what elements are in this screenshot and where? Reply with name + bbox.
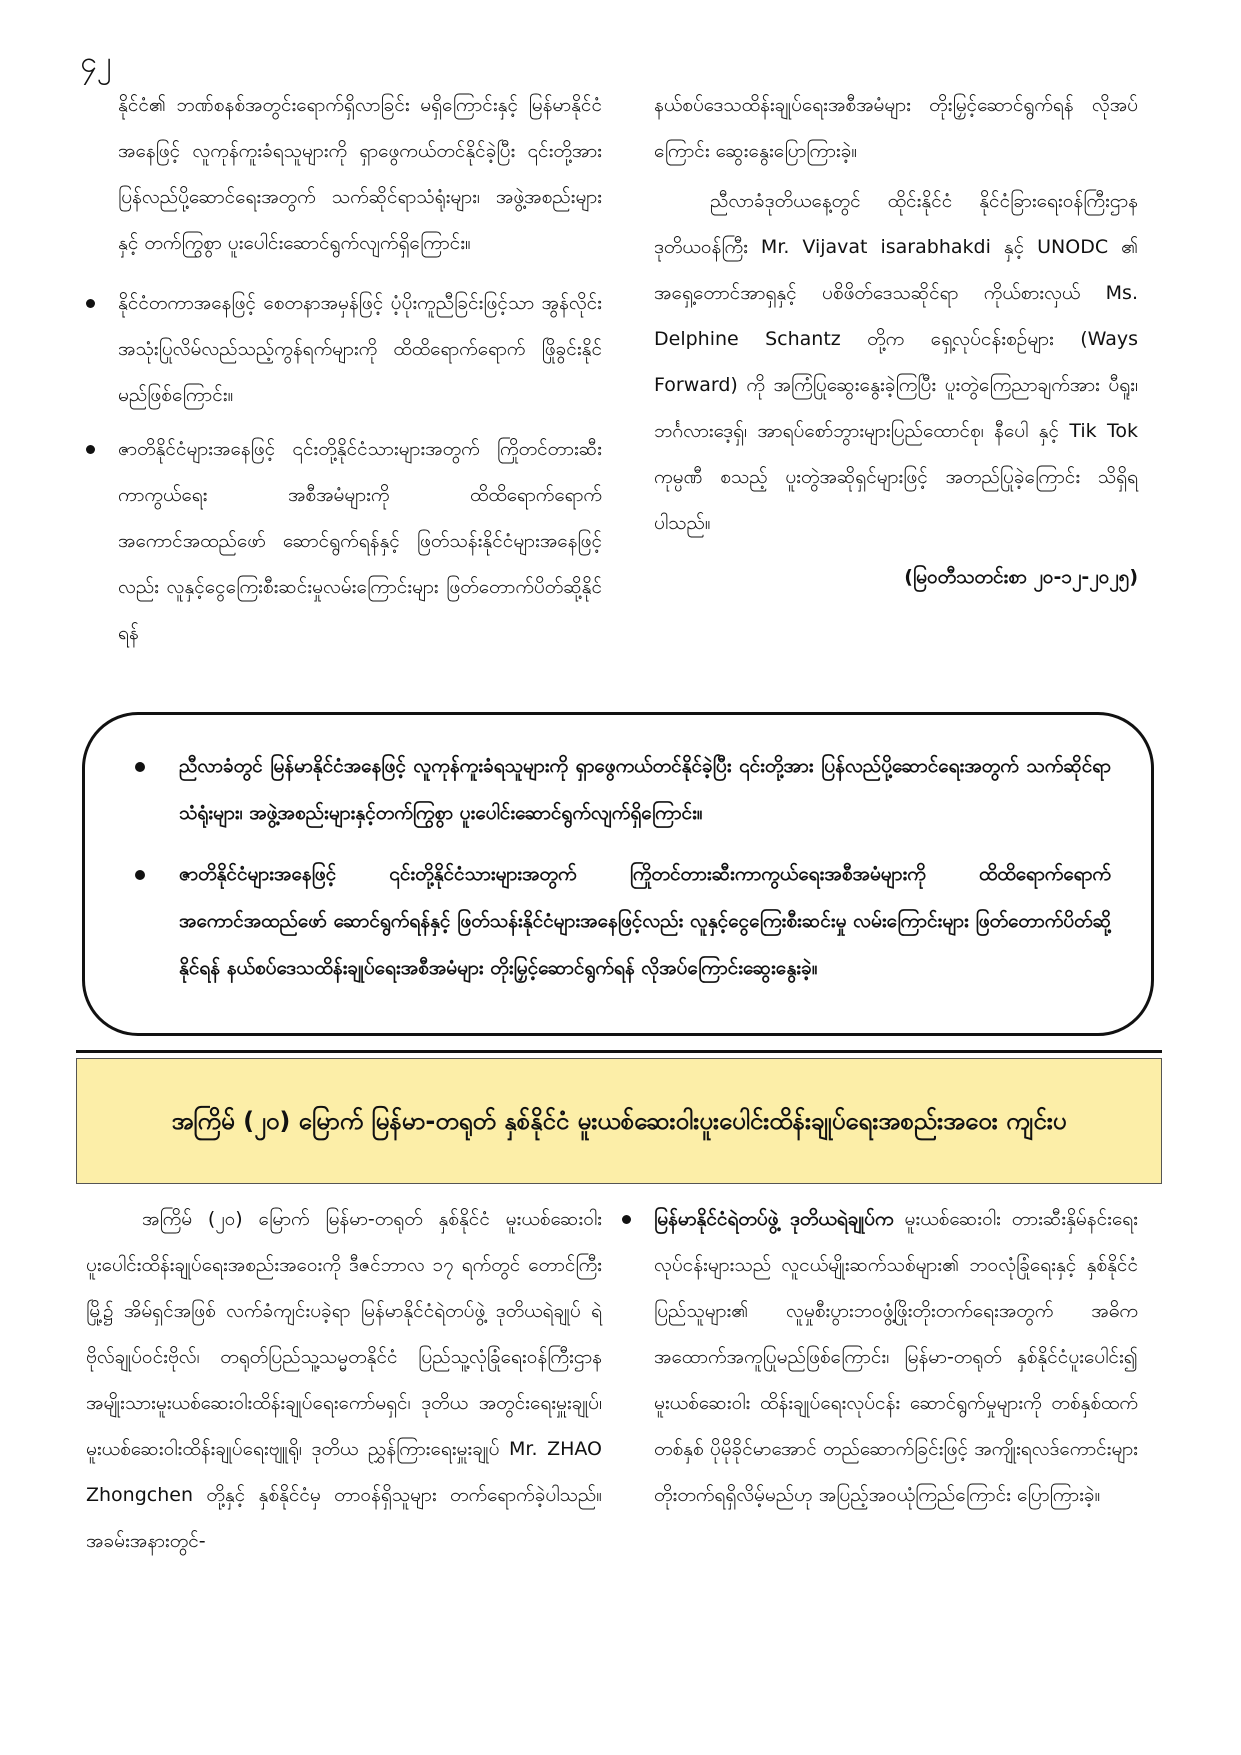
summary-list — [85, 715, 1151, 992]
intro-paragraph: နိုင်ငံ၏ ဘဏ်စနစ်အတွင်းရောက်ရှိလာခြင်း မရှိကြောင်းနှင့် မြန်မာနိုင်ငံအနေဖြင့် လူကုန်ကူးခံရသူများကို ရှာဖွေကယ်တင်နိုင်ခဲ့ပြီး ၎င်းတို့အား ပြန်လည်ပို့ဆောင်ရေးအတွက် သက်ဆိုင်ရာသံရုံးများ၊ အဖွဲ့အစည်းများနှင့် တက်ကြွစွာ ပူးပေါင်းဆောင်ရွက်လျက်ရှိကြောင်း။ — [118, 94, 602, 254]
bullet-icon — [622, 1215, 631, 1224]
speaker-lead: မြန်မာနိုင်ငံရဲတပ်ဖွဲ့ ဒုတိယရဲချုပ်က — [654, 1208, 894, 1230]
headline: အကြိမ် (၂၀) မြောက် မြန်မာ-တရုတ် နှစ်နိုင်ငံ မူးယစ်ဆေးဝါးပူးပေါင်းထိန်းချုပ်ရေးအစည်းအဝေး ကျင်းပ — [171, 1107, 1067, 1135]
section-divider — [76, 1050, 1162, 1053]
list-item: ဇာတိနိုင်ငံများအနေဖြင့် ၎င်းတို့နိုင်ငံသားများအတွက် ကြိုတင်တားဆီးကာကွယ်ရေး အစီအမံများကို ထိထိရောက်ရောက် အကောင်အထည်ဖော် ဆောင်ရွက်ရန်နှင့် ဖြတ်သန်းနိုင်ငံများအနေဖြင့်လည်း လူနှင့်ငွေကြေးစီးဆင်းမှုလမ်းကြောင်းများ ဖြတ်တောက်ပိတ်ဆို့နိုင်ရန် — [82, 426, 602, 656]
summary-item: ညီလာခံတွင် မြန်မာနိုင်ငံအနေဖြင့် လူကုန်ကူးခံရသူများကို ရှာဖွေကယ်တင်နိုင်ခဲ့ပြီး ၎င်းတို့အား ပြန်လည်ပို့ဆောင်ရေးအတွက် သက်ဆိုင်ရာသံရုံးများ၊ အဖွဲ့အစည်းများနှင့်တက်ကြွစွာ ပူးပေါင်းဆောင်ရွက်လျက်ရှိကြောင်း။ — [135, 743, 1111, 837]
page-number: ၄၂ — [80, 45, 112, 80]
bullet-icon — [135, 870, 145, 880]
bottom-right-bullets — [618, 1196, 1138, 1518]
continuation-paragraph: နယ်စပ်ဒေသထိန်းချုပ်ရေးအစီအမံများ တိုးမြှင့်ဆောင်ရွက်ရန် လိုအပ်ကြောင်း ဆွေးနွေးပြောကြားခဲ့။ — [654, 94, 1138, 162]
meeting-paragraph: အကြိမ် (၂၀) မြောက် မြန်မာ-တရုတ် နှစ်နိုင်ငံ မူးယစ်ဆေးဝါးပူးပေါင်းထိန်းချုပ်ရေးအစည်းအဝေးကို ဒီဇင်ဘာလ ၁၇ ရက်တွင် တောင်ကြီးမြို့၌ အိမ်ရှင်အဖြစ် လက်ခံကျင်းပခဲ့ရာ မြန်မာနိုင်ငံရဲတပ်ဖွဲ့ ဒုတိယရဲချုပ် ရဲဗိုလ်ချုပ်ဝင်းဗိုလ်၊ တရုတ်ပြည်သူ့သမ္မတနိုင်ငံ ပြည်သူ့လုံခြုံရေးဝန်ကြီးဌာန အမျိုးသားမူးယစ်ဆေးဝါးထိန်းချုပ်ရေးကော်မရှင်၊ ဒုတိယ အတွင်းရေးမှူးချုပ်၊ မူးယစ်ဆေးဝါးထိန်းချုပ်ရေးဗျူရို၊ ဒုတိယ ညွှန်ကြားရေးမှူးချုပ် Mr. ZHAO Zhongchen တို့နှင့် နှစ်နိုင်ငံမှ တာဝန်ရှိသူများ တက်ရောက်ခဲ့ပါသည်။ အခမ်းအနားတွင်- — [86, 1208, 602, 1552]
speech-text: မူးယစ်ဆေးဝါး တားဆီးနှိမ်နင်းရေးလုပ်ငန်းများသည် လူငယ်မျိုးဆက်သစ်များ၏ ဘဝလုံခြုံရေးနှင့် နှစ်နိုင်ငံပြည်သူများ၏ လူမှုစီးပွားဘဝဖွံ့ဖြိုးတိုးတက်ရေးအတွက် အဓိကအထောက်အကူပြုမည်ဖြစ်ကြောင်း၊ မြန်မာ-တရုတ် နှစ်နိုင်ငံပူးပေါင်း၍ မူးယစ်ဆေးဝါး ထိန်းချုပ်ရေးလုပ်ငန်း ဆောင်ရွက်မှုများကို တစ်နှစ်ထက်တစ်နှစ် ပိုမိုခိုင်မာအောင် တည်ဆောက်ခြင်းဖြင့် အကျိုးရလဒ်ကောင်းများ တိုးတက်ရရှိလိမ့်မည်ဟု အပြည့်အဝယုံကြည်ကြောင်း ပြောကြားခဲ့။ — [654, 1208, 1139, 1506]
headline-box — [76, 1058, 1162, 1184]
bottom-right-column — [654, 1196, 1138, 1526]
top-right-column — [654, 82, 1138, 600]
bullet-icon — [86, 445, 95, 454]
summary-item: ဇာတိနိုင်ငံများအနေဖြင့် ၎င်းတို့နိုင်ငံသားများအတွက် ကြိုတင်တားဆီးကာကွယ်ရေးအစီအမံများကို ထိထိရောက်ရောက် အကောင်အထည်ဖော် ဆောင်ရွက်ရန်နှင့် ဖြတ်သန်းနိုင်ငံများအနေဖြင့်လည်း လူနှင့်ငွေကြေးစီးဆင်းမှု လမ်းကြောင်းများ ဖြတ်တောက်ပိတ်ဆို့နိုင်ရန် နယ်စပ်ဒေသထိန်းချုပ်ရေးအစီအမံများ တိုးမြှင့်ဆောင်ရွက်ရန် လိုအပ်ကြောင်းဆွေးနွေးခဲ့။ — [135, 851, 1111, 992]
conference-day-two-paragraph: ညီလာခံဒုတိယနေ့တွင် ထိုင်းနိုင်ငံ နိုင်ငံခြားရေးဝန်ကြီးဌာန ဒုတိယဝန်ကြီး Mr. Vijavat isarabhakdi နှင့် UNODC ၏ အရှေ့တောင်အာရှနှင့် ပစိဖိတ်ဒေသဆိုင်ရာ ကိုယ်စားလှယ် Ms. Delphine Schantz တို့က ရှေ့လုပ်ငန်းစဉ်များ (Ways Forward) ကို အကြံပြုဆွေးနွေးခဲ့ကြပြီး ပူးတွဲကြေညာချက်အား ပီရူး၊ ဘင်္ဂလားဒေ့ရှ်၊ အာရပ်စော်ဘွားများပြည်ထောင်စု၊ နီပေါ နှင့် Tik Tok ကုမ္ပဏီ စသည့် ပူးတွဲအဆိုရှင်များဖြင့် အတည်ပြုခဲ့ကြောင်း သိရှိရပါသည်။ — [654, 190, 1138, 534]
bottom-left-column — [86, 1196, 602, 1564]
source-citation: (မြဝတီသတင်းစာ ၂၀-၁၂-၂၀၂၅) — [904, 566, 1138, 588]
bullet-icon — [135, 762, 145, 772]
top-left-column — [118, 82, 602, 664]
list-item — [618, 1196, 1138, 1518]
bullet-icon — [86, 299, 95, 308]
summary-box — [82, 712, 1154, 1036]
list-item: နိုင်ငံတကာအနေဖြင့် စေတနာအမှန်ဖြင့် ပံ့ပိုးကူညီခြင်းဖြင့်သာ အွန်လိုင်းအသုံးပြုလိမ်လည်သည့်ကွန်ရက်များကို ထိထိရောက်ရောက် ဖြိုခွင်းနိုင်မည်ဖြစ်ကြောင်း။ — [82, 280, 602, 418]
top-left-bullets — [82, 280, 602, 656]
